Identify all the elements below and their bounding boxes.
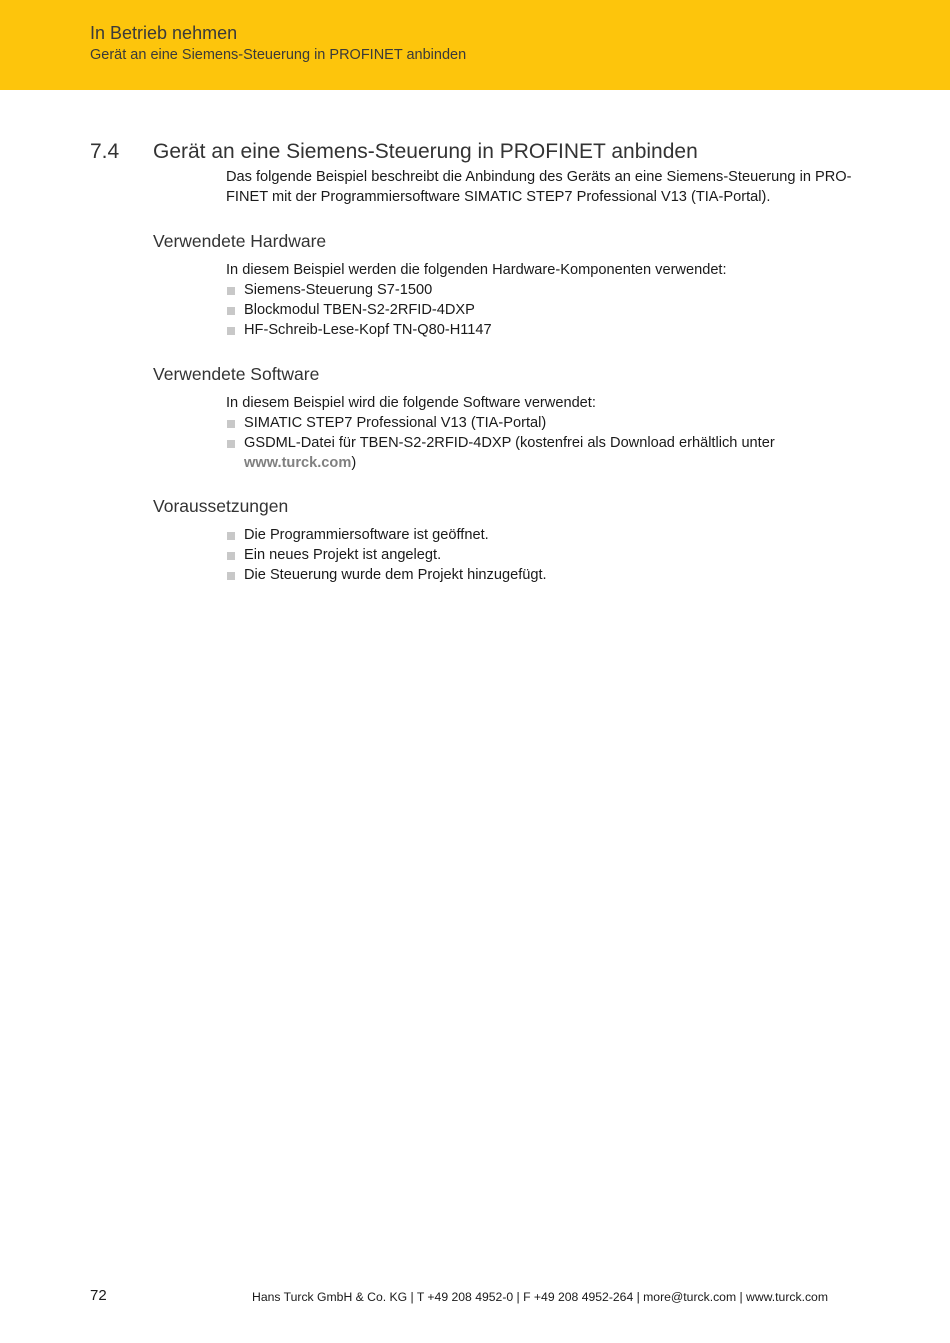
prerequisites-list [226,526,866,585]
square-bullet-icon [227,552,235,560]
chapter-title: In Betrieb nehmen [90,23,238,43]
hardware-heading: Verwendete Hardware [153,231,327,251]
square-bullet-icon [227,307,235,315]
section-title: Gerät an eine Siemens-Steuerung in PROFINET anbinden [153,140,698,163]
square-bullet-icon [227,287,235,295]
square-bullet-icon [227,440,235,448]
section-number: 7.4 [90,140,120,163]
list-item: Die Steuerung wurde dem Projekt hinzugefügt. [226,566,866,586]
software-lead: In diesem Beispiel wird die folgende Software verwendet: [226,395,596,411]
square-bullet-icon [227,327,235,335]
hardware-list [226,281,866,340]
square-bullet-icon [227,420,235,428]
software-heading: Verwendete Software [153,364,320,384]
hardware-lead: In diesem Beispiel werden die folgenden Hardware-Komponenten verwendet: [226,262,727,278]
list-item: GSDML-Datei für TBEN-S2-2RFID-4DXP (kostenfrei als Download erhältlich unter www.turck.com) [226,434,866,474]
list-item: Die Programmiersoftware ist geöffnet. [226,526,866,546]
list-item: HF-Schreib-Lese-Kopf TN-Q80-H1147 [226,321,866,341]
section-intro: Das folgende Beispiel beschreibt die Anbindung des Geräts an eine Siemens-Steuerung in PRO-FINET mit der Programmiersoftware SIMATIC STEP7 Professional V13 (TIA-Portal). [226,169,852,205]
software-list [226,414,866,473]
list-item: Blockmodul TBEN-S2-2RFID-4DXP [226,301,866,321]
prerequisites-heading: Voraussetzungen [153,496,289,516]
square-bullet-icon [227,532,235,540]
turck-website-link[interactable]: www.turck.com [244,454,352,471]
list-item: SIMATIC STEP7 Professional V13 (TIA-Portal) [226,414,866,434]
list-item: Ein neues Projekt ist angelegt. [226,546,866,566]
header-band [0,0,950,90]
page-number: 72 [90,1287,107,1304]
footer-company-line: Hans Turck GmbH & Co. KG | T +49 208 4952-0 | F +49 208 4952-264 | more@turck.com | www.turck.com [252,1290,828,1304]
square-bullet-icon [227,572,235,580]
chapter-subtitle: Gerät an eine Siemens-Steuerung in PROFINET anbinden [90,47,467,63]
list-item: Siemens-Steuerung S7-1500 [226,281,866,301]
